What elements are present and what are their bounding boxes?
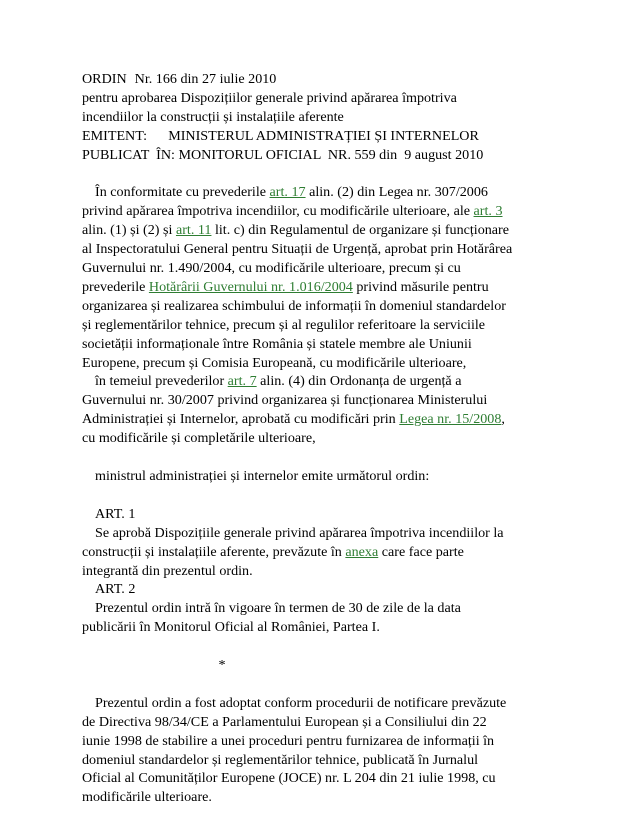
preamble-line: prevederile Hotărârii Guvernului nr. 1.016/2004 privind măsurile pentru bbox=[82, 278, 489, 295]
preamble-line: în temeiul prevederilor art. 7 alin. (4) din Ordonanța de urgență a bbox=[95, 373, 462, 390]
art-2-line: Prezentul ordin intră în vigoare în termen de 30 de zile de la data bbox=[95, 600, 461, 617]
preamble-line: al Inspectoratului General pentru Situații de Urgență, aprobat prin Hotărârea bbox=[82, 241, 513, 258]
closing-line: iunie 1998 de stabilire a unei proceduri pentru furnizarea de informații în bbox=[82, 732, 495, 749]
separator-asterisk: * bbox=[218, 657, 226, 674]
link-legea-15-2008[interactable]: Legea nr. 15/2008 bbox=[399, 411, 502, 428]
preamble-line: Europene, precum și Comisia Europeană, cu modificările ulterioare, bbox=[82, 354, 467, 371]
link-art-3[interactable]: art. 3 bbox=[473, 203, 503, 220]
preamble-line: Administrației și Internelor, aprobată cu modificări prin Legea nr. 15/2008, bbox=[82, 411, 505, 428]
publicat-line: PUBLICAT ÎN: MONITORUL OFICIAL NR. 559 din 9 august 2010 bbox=[82, 146, 484, 163]
link-art-7[interactable]: art. 7 bbox=[227, 373, 257, 390]
preamble-line: alin. (1) și (2) și art. 11 lit. c) din Regulamentul de organizare și funcționare bbox=[82, 222, 510, 239]
closing-line: domeniul standardelor și reglementărilor tehnice, publicată în Jurnalul bbox=[82, 751, 479, 768]
order-subtitle-line-2: incendiilor la construcții și instalațiile aferente bbox=[82, 108, 344, 125]
link-hg-1016-2004[interactable]: Hotărârii Guvernului nr. 1.016/2004 bbox=[148, 278, 353, 295]
link-anexa[interactable]: anexa bbox=[345, 543, 379, 560]
preamble-line: organizarea și realizarea schimbului de informații în domeniul standardelor bbox=[82, 297, 506, 314]
order-number: Nr. 166 din 27 iulie 2010 bbox=[134, 71, 277, 87]
closing-line: modificările ulterioare. bbox=[82, 789, 212, 806]
art-1-line: integrantă din prezentul ordin. bbox=[82, 562, 253, 579]
link-art-11[interactable]: art. 11 bbox=[175, 222, 212, 239]
preamble-line: Guvernului nr. 30/2007 privind organizarea și funcționarea Ministerului bbox=[82, 392, 488, 409]
closing-line: Prezentul ordin a fost adoptat conform procedurii de notificare prevăzute bbox=[95, 694, 507, 711]
art-1-title: ART. 1 bbox=[95, 505, 136, 522]
preamble-line: cu modificările și completările ulterioare, bbox=[82, 430, 316, 447]
order-label: ORDIN bbox=[82, 71, 127, 87]
order-subtitle-line-1: pentru aprobarea Dispozițiilor generale privind apărarea împotriva bbox=[82, 89, 457, 106]
preamble-line: În conformitate cu prevederile art. 17 alin. (2) din Legea nr. 307/2006 bbox=[95, 184, 488, 201]
link-art-17[interactable]: art. 17 bbox=[269, 184, 306, 201]
art-1-line: construcții și instalațiile aferente, prevăzute în anexa care face parte bbox=[82, 543, 464, 560]
preamble-line: privind apărarea împotriva incendiilor, cu modificările ulterioare, ale art. 3 bbox=[82, 203, 503, 220]
preamble-line: și reglementărilor tehnice, precum și al regulilor referitoare la serviciile bbox=[82, 316, 486, 333]
closing-line: Oficial al Comunităților Europene (JOCE) nr. L 204 din 21 iulie 1998, cu bbox=[82, 770, 496, 787]
art-1-line: Se aprobă Dispozițiile generale privind apărarea împotriva incendiilor la bbox=[95, 524, 504, 541]
closing-line: de Directiva 98/34/CE a Parlamentului European și a Consiliului din 22 bbox=[82, 713, 487, 730]
preamble-line: societății informaționale între România și statele membre ale Uniunii bbox=[82, 335, 472, 352]
document-body bbox=[82, 70, 562, 807]
emitent-line: EMITENT: MINISTERUL ADMINISTRAȚIEI ȘI INTERNELOR bbox=[82, 127, 479, 144]
art-2-line: publicării în Monitorul Oficial al României, Partea I. bbox=[82, 619, 380, 636]
minister-line: ministrul administrației și internelor emite următorul ordin: bbox=[95, 468, 430, 484]
order-title bbox=[82, 70, 562, 89]
preamble-line: Guvernului nr. 1.490/2004, cu modificările ulterioare, precum și cu bbox=[82, 260, 461, 277]
art-2-title: ART. 2 bbox=[95, 581, 136, 598]
